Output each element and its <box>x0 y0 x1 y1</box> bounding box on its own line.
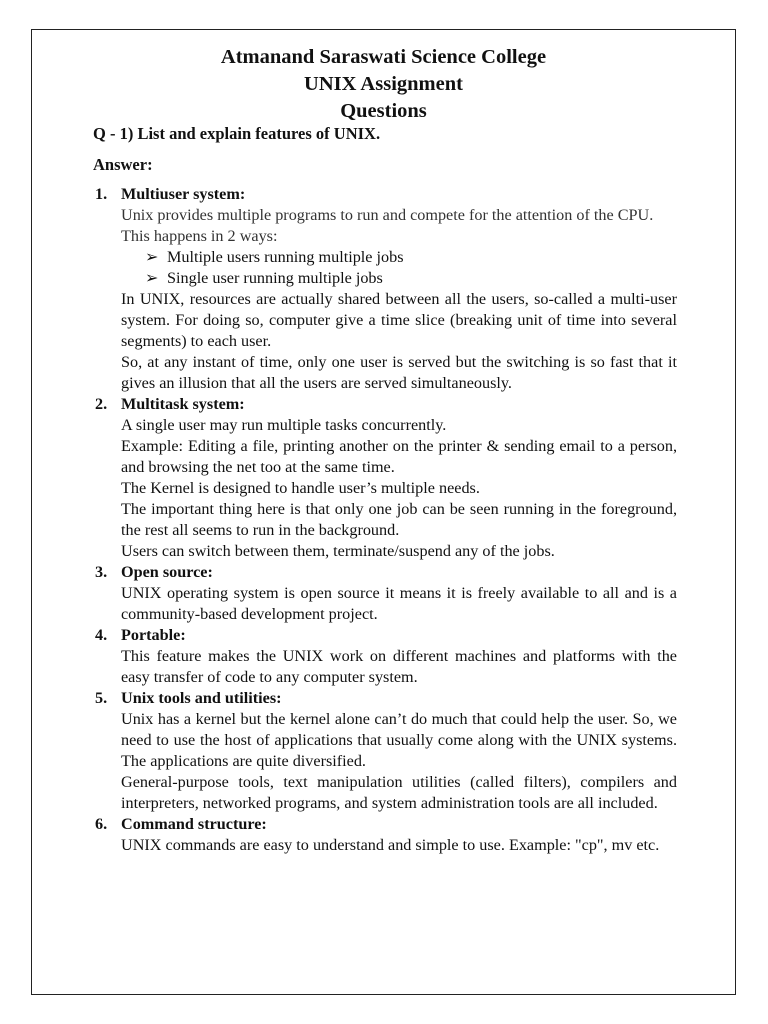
arrow-bullet-icon: ➢ <box>145 248 159 266</box>
college-title: Atmanand Saraswati Science College <box>220 46 547 68</box>
item-number: 6. <box>95 815 108 833</box>
bullet-item <box>145 247 677 268</box>
item-paragraph: Unix provides multiple programs to run and compete for the attention of the CPU. <box>121 206 654 224</box>
document-header <box>32 44 735 125</box>
list-item <box>93 184 677 394</box>
item-heading: Open source: <box>121 563 213 581</box>
item-number: 1. <box>95 185 108 203</box>
question-heading: Q - 1) List and explain features of UNIX. <box>93 124 381 143</box>
arrow-bullet-icon: ➢ <box>145 269 159 287</box>
bullet-text: Multiple users running multiple jobs <box>167 248 404 266</box>
bullet-list <box>121 247 677 289</box>
bullet-item <box>145 268 677 289</box>
item-paragraph: The Kernel is designed to handle user’s multiple needs. <box>121 479 480 497</box>
item-paragraph: A single user may run multiple tasks concurrently. <box>121 416 447 434</box>
features-list <box>93 184 677 856</box>
item-number: 4. <box>95 626 108 644</box>
assignment-title: UNIX Assignment <box>304 73 463 95</box>
item-paragraph: Example: Editing a file, printing another on the printer & sending email to a person, and browsing the net too at the same time. <box>121 437 677 476</box>
item-paragraph: Users can switch between them, terminate/suspend any of the jobs. <box>121 542 555 560</box>
list-item <box>93 562 677 625</box>
item-number: 5. <box>95 689 108 707</box>
item-paragraph: This feature makes the UNIX work on different machines and platforms with the easy transfer of code to any computer system. <box>121 647 677 686</box>
item-paragraph: So, at any instant of time, only one user is served but the switching is so fast that it gives an illusion that all the users are served simultaneously. <box>121 353 677 392</box>
item-heading: Command structure: <box>121 815 267 833</box>
answer-label: Answer: <box>93 155 153 174</box>
item-paragraph: The important thing here is that only one job can be seen running in the foreground, the rest all seems to run in the background. <box>121 500 677 539</box>
list-item <box>93 625 677 688</box>
list-item <box>93 814 677 856</box>
item-paragraph: UNIX commands are easy to understand and simple to use. Example: "cp", mv etc. <box>121 836 660 854</box>
list-item <box>93 688 677 814</box>
item-paragraph: In UNIX, resources are actually shared between all the users, so-called a multi-user system. For doing so, computer give a time slice (breaking unit of time into several segments) to each user. <box>121 290 677 350</box>
item-heading: Portable: <box>121 626 186 644</box>
item-number: 3. <box>95 563 108 581</box>
section-title: Questions <box>340 100 427 122</box>
item-paragraph: General-purpose tools, text manipulation utilities (called filters), compilers and interpreters, networked programs, and system administration tools are all included. <box>121 773 677 812</box>
item-heading: Unix tools and utilities: <box>121 689 282 707</box>
item-paragraph: UNIX operating system is open source it means it is freely available to all and is a community-based development project. <box>121 584 677 623</box>
item-heading: Multitask system: <box>121 395 245 413</box>
item-number: 2. <box>95 395 108 413</box>
item-paragraph: This happens in 2 ways: <box>121 227 278 245</box>
item-paragraph: Unix has a kernel but the kernel alone can’t do much that could help the user. So, we need to use the host of applications that usually come along with the UNIX systems. The applications are quite diversified. <box>121 710 677 770</box>
bullet-text: Single user running multiple jobs <box>167 269 383 287</box>
item-heading: Multiuser system: <box>121 185 246 203</box>
list-item <box>93 394 677 562</box>
page-frame <box>31 29 736 995</box>
